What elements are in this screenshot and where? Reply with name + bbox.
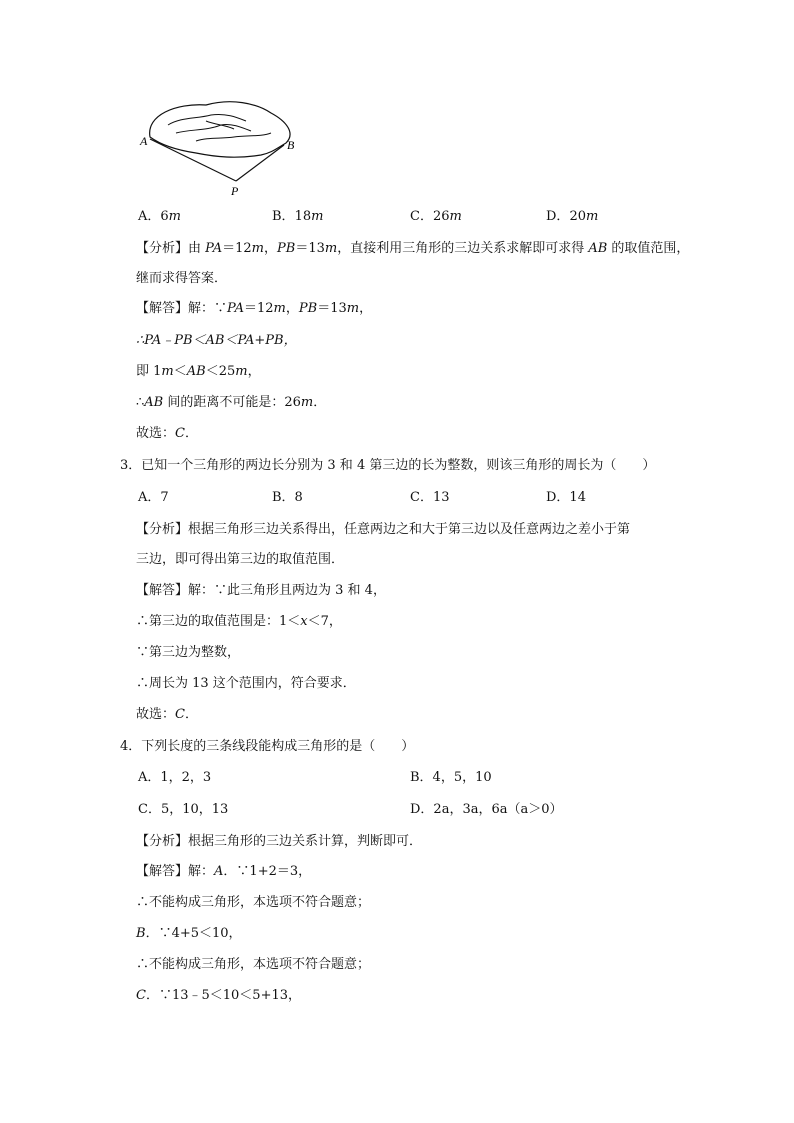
q2-answer-line-4: ∴AB 间的距离不可能是：26m． xyxy=(136,395,327,410)
q2-answer-line-2: ∴PA﹣PB＜AB＜PA+PB， xyxy=(136,333,297,348)
q3-question: 3．已知一个三角形的两边长分别为 3 和 4 第三边的长为整数，则该三角形的周长为（ ） xyxy=(120,458,656,473)
segment-ap xyxy=(150,139,236,181)
q4-question: 4．下列长度的三条线段能构成三角形的是（ ） xyxy=(120,739,415,754)
q4-analysis-line-1: 【分析】根据三角形的三边关系计算，判断即可． xyxy=(136,834,423,849)
q3-option-d: D．14 xyxy=(546,490,586,505)
q4-answer-line-1: 【解答】解：A．∵1+2＝3， xyxy=(136,864,312,879)
q3-answer-line-3: ∵第三边为整数， xyxy=(136,645,241,660)
q4-option-c: C．5，10，13 xyxy=(138,802,229,817)
q2-analysis-line-1: 【分析】由 PA＝12m，PB＝13m，直接利用三角形的三边关系求解即可求得 AB 的取值范围， xyxy=(136,241,690,256)
label-b: B xyxy=(287,138,295,152)
q2-option-a: A．6m xyxy=(138,209,181,224)
q4-answer-line-2: ∴不能构成三角形，本选项不符合题意； xyxy=(136,895,371,910)
q2-option-d: D．20m xyxy=(546,209,599,224)
q3-analysis-line-1: 【分析】根据三角形三边关系得出，任意两边之和大于第三边以及任意两边之差小于第 xyxy=(136,522,631,537)
q3-answer-line-1: 【解答】解：∵此三角形且两边为 3 和 4， xyxy=(136,583,386,598)
q3-option-a: A．7 xyxy=(138,490,169,505)
q4-option-b: B．4，5，10 xyxy=(410,770,492,785)
q2-answer-line-1: 【解答】解：∵PA＝12m，PB＝13m， xyxy=(136,301,373,316)
q4-answer-line-4: ∴不能构成三角形，本选项不符合题意； xyxy=(136,957,371,972)
q3-answer-line-4: ∴周长为 13 这个范围内，符合要求． xyxy=(136,676,356,691)
q4-answer-line-3: B．∵4+5＜10， xyxy=(136,926,242,941)
lake-squiggle-1 xyxy=(168,114,246,125)
q2-option-c: C．26m xyxy=(410,209,462,224)
q3-answer-line-2: ∴第三边的取值范围是：1＜x＜7， xyxy=(136,614,342,629)
q3-option-b: B．8 xyxy=(272,490,303,505)
q4-option-d: D．2a，3a，6a（a＞0） xyxy=(410,802,563,817)
segment-pb xyxy=(236,145,284,181)
q2-option-b: B．18m xyxy=(272,209,324,224)
lake-triangle-figure xyxy=(136,95,306,205)
lake-squiggle-3 xyxy=(196,133,271,141)
q3-option-c: C．13 xyxy=(410,490,450,505)
label-a: A xyxy=(140,134,148,148)
q3-answer-line-5: 故选：C． xyxy=(136,707,198,722)
q4-option-a: A．1，2，3 xyxy=(138,770,212,785)
q4-answer-line-5: C．∵13﹣5＜10＜5+13， xyxy=(136,988,302,1003)
q2-answer-line-5: 故选：C． xyxy=(136,426,198,441)
q2-analysis-line-2: 继而求得答案． xyxy=(136,271,228,286)
q2-answer-line-3: 即 1m＜AB＜25m， xyxy=(136,364,261,379)
q3-analysis-line-2: 三边，即可得出第三边的取值范围． xyxy=(136,552,345,567)
lake-squiggle-2 xyxy=(176,124,251,133)
label-p: P xyxy=(231,184,239,198)
